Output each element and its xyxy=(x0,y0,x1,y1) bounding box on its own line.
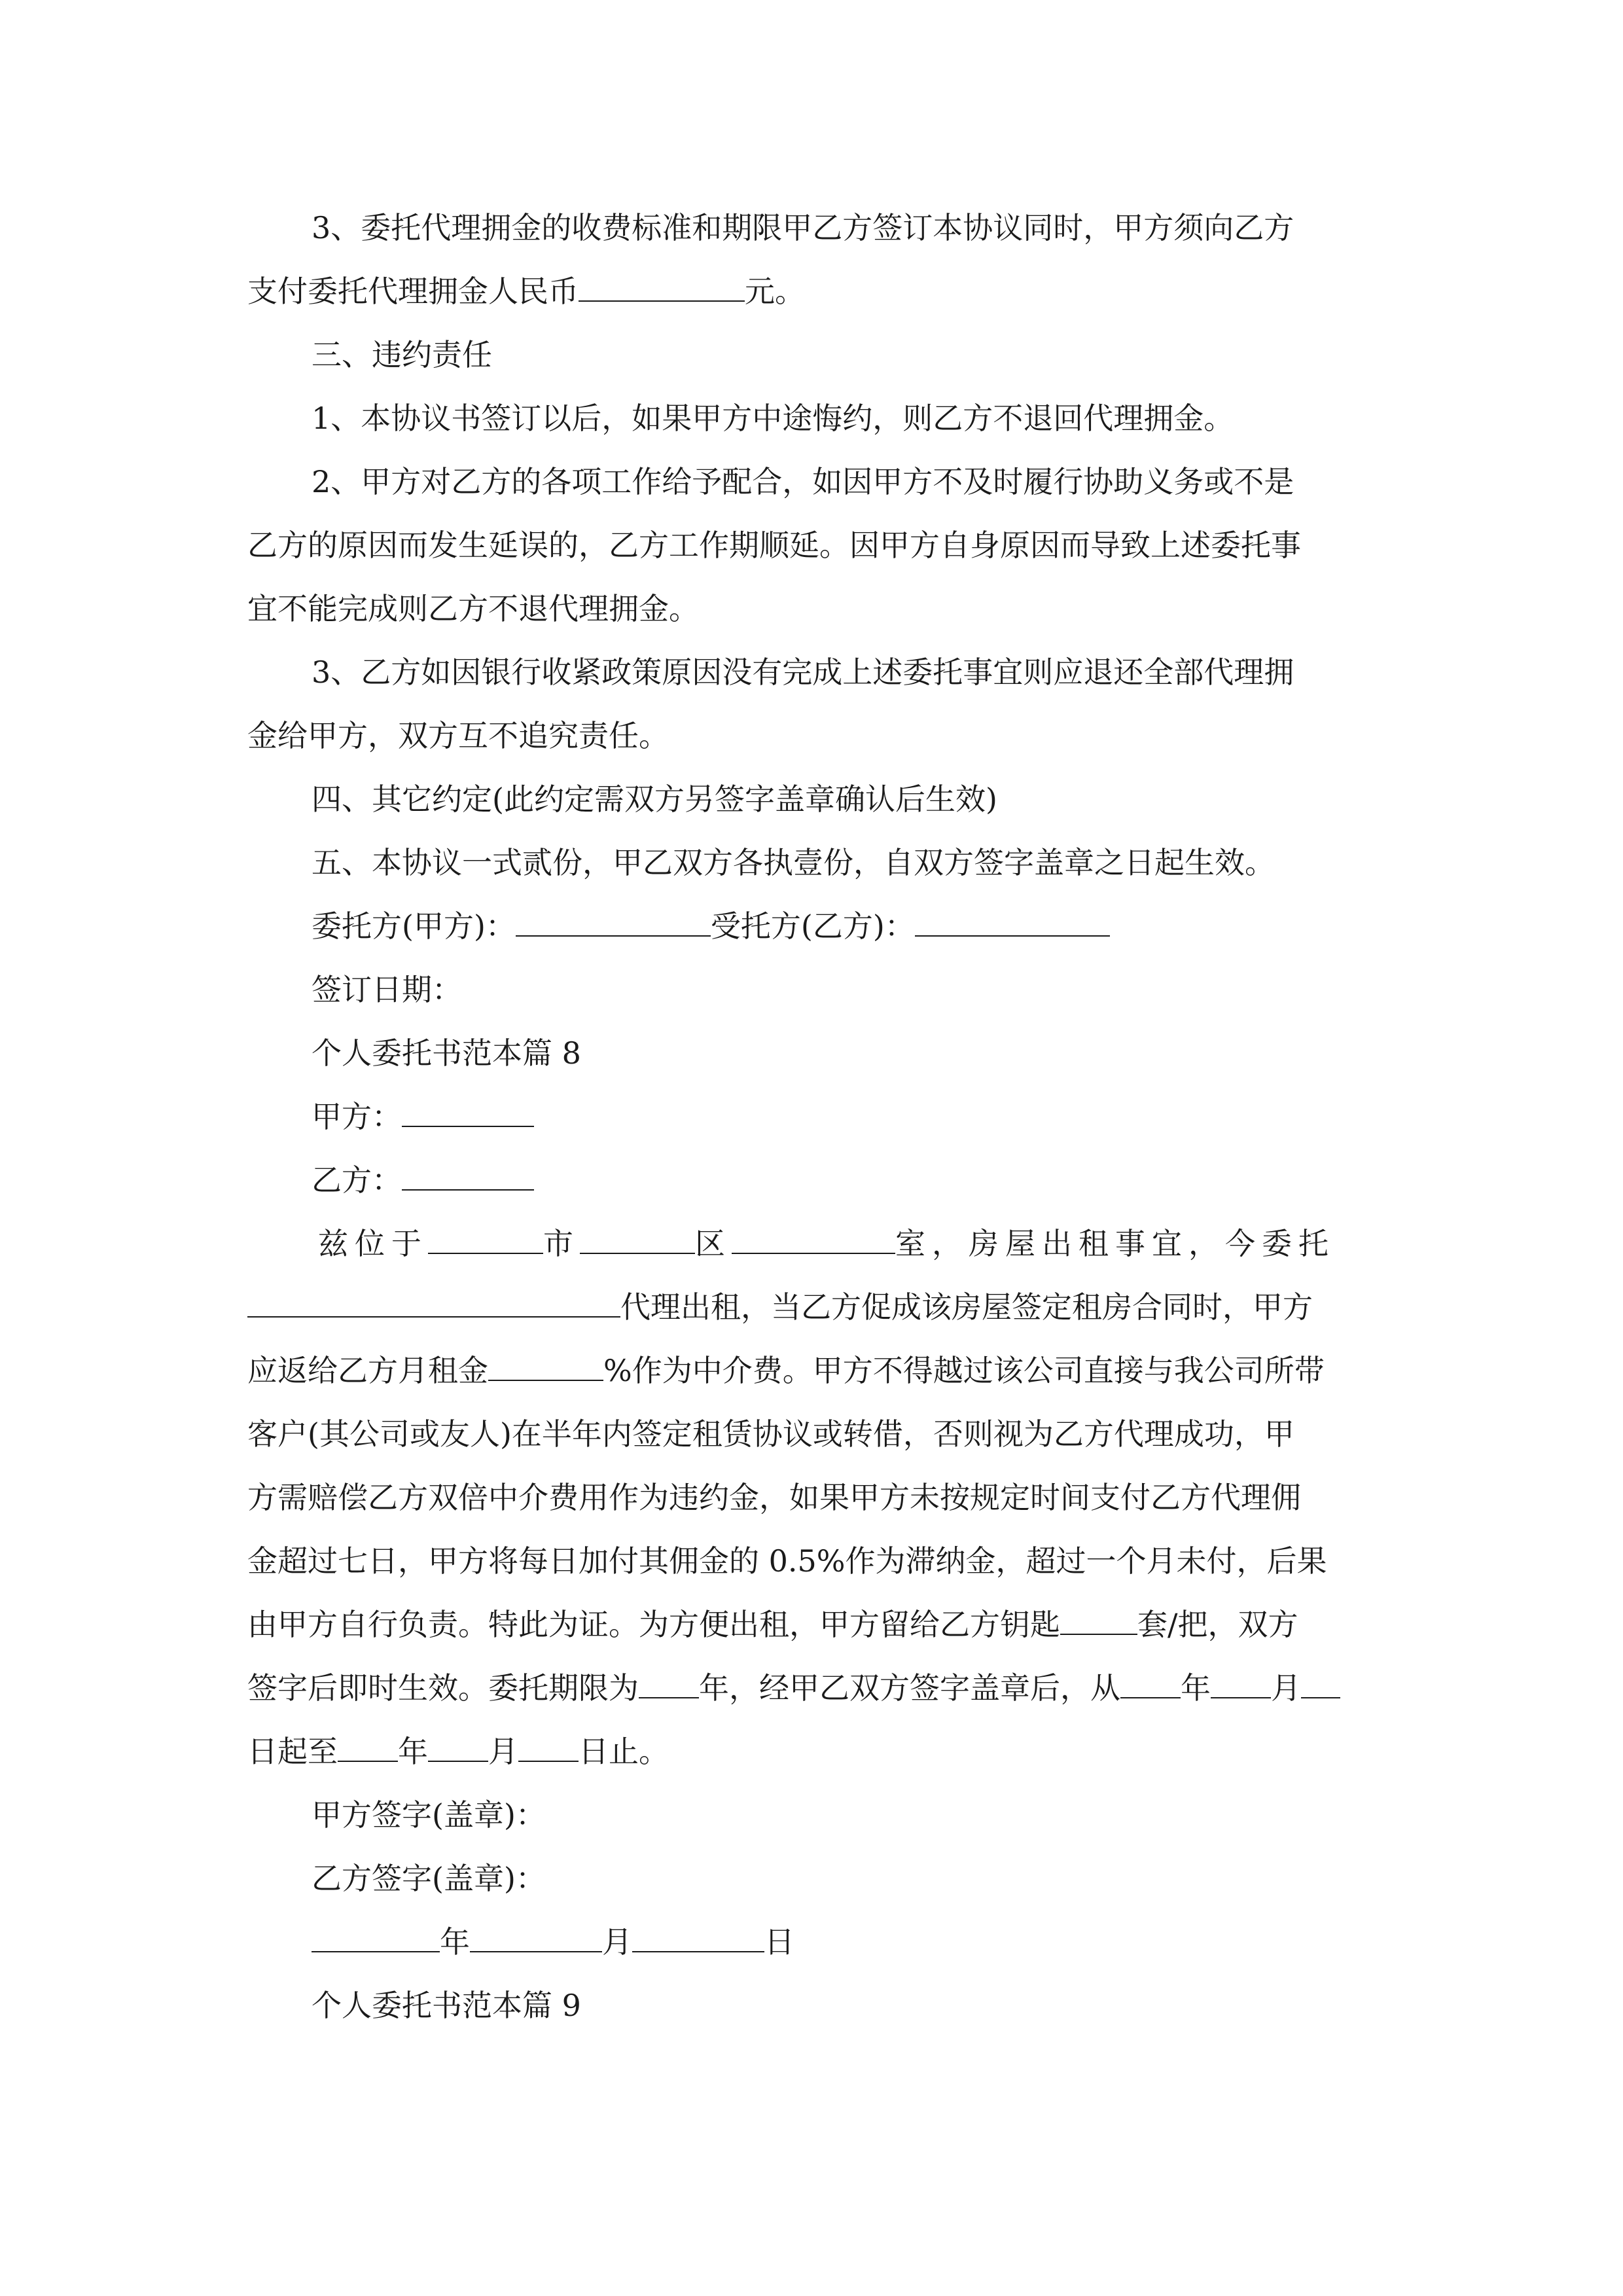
blank-field xyxy=(1301,1668,1340,1698)
paragraph-line xyxy=(247,1657,1378,1720)
blank-field xyxy=(579,272,745,302)
blank-field xyxy=(516,906,711,937)
label: 委托方(甲方)： xyxy=(312,908,516,944)
label: 甲方签字(盖章)： xyxy=(312,1797,546,1833)
blank-field xyxy=(639,1668,699,1698)
party-line xyxy=(247,1085,1378,1149)
paragraph-line xyxy=(247,450,1378,514)
text: 3、委托代理拥金的收费标准和期限甲乙方签订本协议同时，甲方须向乙方 xyxy=(312,210,1294,245)
text: 方需赔偿乙方双倍中介费用作为违约金，如果甲方未按规定时间支付乙方代理佣 xyxy=(247,1480,1301,1515)
text: 金给甲方，双方互不追究责任。 xyxy=(247,718,669,753)
text: 年 xyxy=(440,1924,470,1960)
text: 月 xyxy=(602,1924,632,1960)
text: 五、本协议一式贰份，甲乙双方各执壹份，自双方签字盖章之日起生效。 xyxy=(312,845,1275,880)
paragraph-line xyxy=(247,1720,1378,1784)
paragraph-line xyxy=(247,387,1378,450)
paragraph-line xyxy=(247,260,1378,323)
text: 代理出租，当乙方促成该房屋签定租房合同时，甲方 xyxy=(620,1289,1313,1325)
text: 年 xyxy=(398,1734,428,1769)
document-title xyxy=(247,1022,1378,1085)
label: 乙方签字(盖章)： xyxy=(312,1861,546,1896)
paragraph-line xyxy=(247,1530,1378,1593)
date-line xyxy=(247,958,1378,1022)
blank-field xyxy=(247,1287,620,1318)
blank-field xyxy=(402,1097,534,1127)
text: %作为中介费。甲方不得越过该公司直接与我公司所带 xyxy=(603,1353,1325,1388)
text: 套/把，双方 xyxy=(1137,1607,1298,1642)
text: 3、乙方如因银行收紧政策原因没有完成上述委托事宜则应退还全部代理拥 xyxy=(312,655,1294,690)
paragraph-line xyxy=(247,1212,1378,1276)
blank-field xyxy=(428,1224,543,1254)
paragraph-line xyxy=(247,514,1378,577)
text: 月 xyxy=(488,1734,518,1769)
text: 年 xyxy=(1181,1670,1211,1706)
text: 金超过七日，甲方将每日加付其佣金的 0.5%作为滞纳金，超过一个月未付，后果 xyxy=(247,1543,1327,1579)
blank-field xyxy=(488,1351,603,1381)
blank-field xyxy=(580,1224,695,1254)
text: 支付委托代理拥金人民币 xyxy=(247,274,579,309)
paragraph-line xyxy=(247,704,1378,768)
text: 个人委托书范本篇 9 xyxy=(312,1988,581,2023)
text: 个人委托书范本篇 8 xyxy=(312,1035,581,1071)
text: 应返给乙方月租金 xyxy=(247,1353,488,1388)
text: 月 xyxy=(1271,1670,1301,1706)
text: 1、本协议书签订以后，如果甲方中途悔约，则乙方不退回代理拥金。 xyxy=(312,401,1234,436)
label: 签订日期： xyxy=(312,972,462,1007)
blank-field xyxy=(428,1732,488,1762)
label: 受托方(乙方)： xyxy=(710,908,915,944)
text: 兹位于 xyxy=(318,1226,428,1261)
party-line xyxy=(247,1149,1378,1212)
blank-field xyxy=(732,1224,895,1254)
paragraph-line xyxy=(247,196,1378,260)
blank-field xyxy=(1120,1668,1181,1698)
text: 日 xyxy=(764,1924,794,1960)
label: 甲方： xyxy=(312,1099,402,1134)
text: 元。 xyxy=(745,274,805,309)
signature-line xyxy=(247,1847,1378,1910)
signature-line xyxy=(247,1784,1378,1847)
paragraph-line xyxy=(247,641,1378,704)
text: 2、甲方对乙方的各项工作给予配合，如因甲方不及时履行协助义务或不是 xyxy=(312,464,1294,499)
text: 室，房屋出租事宜，今委托 xyxy=(895,1226,1335,1261)
text: 乙方的原因而发生延误的，乙方工作期顺延。因甲方自身原因而导致上述委托事 xyxy=(247,528,1301,563)
blank-field xyxy=(632,1922,764,1952)
blank-field xyxy=(915,906,1110,937)
section-heading xyxy=(247,831,1378,895)
document-title xyxy=(247,1974,1378,2037)
blank-field xyxy=(1211,1668,1271,1698)
paragraph-line xyxy=(247,1339,1378,1403)
text: 年，经甲乙双方签字盖章后，从 xyxy=(699,1670,1120,1706)
signature-line xyxy=(247,895,1378,958)
paragraph-line xyxy=(247,1466,1378,1530)
text: 市 xyxy=(543,1226,580,1261)
date-line xyxy=(247,1910,1378,1974)
document-page xyxy=(247,196,1378,2037)
text: 宜不能完成则乙方不退代理拥金。 xyxy=(247,591,699,626)
text: 四、其它约定(此约定需双方另签字盖章确认后生效) xyxy=(312,781,997,817)
blank-field xyxy=(518,1732,579,1762)
blank-field xyxy=(402,1160,534,1191)
text: 日起至 xyxy=(247,1734,338,1769)
blank-field xyxy=(1060,1605,1137,1635)
text: 由甲方自行负责。特此为证。为方便出租，甲方留给乙方钥匙 xyxy=(247,1607,1060,1642)
section-heading xyxy=(247,768,1378,831)
paragraph-line xyxy=(247,1276,1378,1339)
paragraph-line xyxy=(247,1593,1378,1657)
blank-field xyxy=(470,1922,602,1952)
text: 客户(其公司或友人)在半年内签定租赁协议或转借，否则视为乙方代理成功，甲 xyxy=(247,1416,1294,1452)
text: 三、违约责任 xyxy=(312,337,492,372)
blank-field xyxy=(312,1922,440,1952)
paragraph-line xyxy=(247,577,1378,641)
text: 区 xyxy=(695,1226,732,1261)
blank-field xyxy=(338,1732,398,1762)
section-heading xyxy=(247,323,1378,387)
text: 签字后即时生效。委托期限为 xyxy=(247,1670,639,1706)
text: 日止。 xyxy=(579,1734,669,1769)
paragraph-line xyxy=(247,1403,1378,1466)
label: 乙方： xyxy=(312,1162,402,1198)
